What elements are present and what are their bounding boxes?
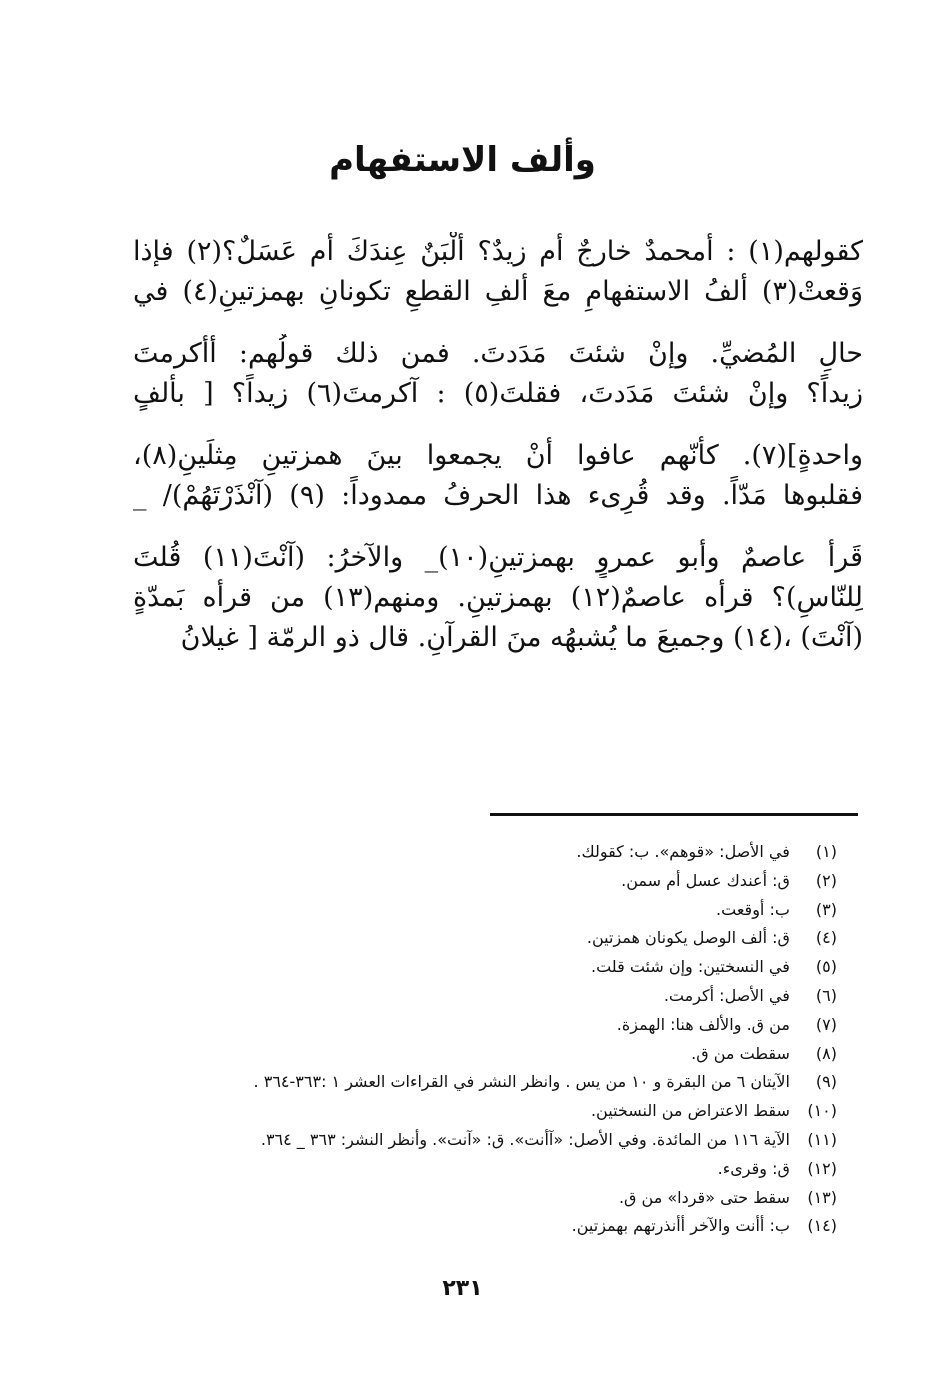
- footnote-item: [77, 982, 837, 1011]
- footnote-text: الآيتان ٦ من البقرة و ١٠ من يس . وانظر النشر في القراءات العشر ١ :٣٦٣-٣٦٤ .: [253, 1072, 790, 1092]
- footnote-number: (١٣): [807, 1187, 837, 1207]
- footnote-text: من ق. والألف هنا: الهمزة.: [616, 1014, 790, 1034]
- footnote-text: ق: وقرىء.: [717, 1158, 790, 1178]
- footnote-item: [77, 953, 837, 982]
- page-number: ٢٣١: [442, 1276, 483, 1301]
- footnote-item: [77, 924, 837, 953]
- footnote-item: [77, 1040, 837, 1069]
- footnote-text: سقطت من ق.: [691, 1043, 790, 1063]
- footnote-number: (٧): [815, 1014, 837, 1034]
- footnote-item: [77, 1097, 837, 1126]
- footnote-text: ب: أأنت والآخر أأنذرتهم بهمزتين.: [571, 1216, 790, 1236]
- footnote-number: (١٠): [807, 1101, 837, 1121]
- footnote-text: ب: أوقعت.: [716, 899, 790, 919]
- footnote-number: (٤): [815, 928, 837, 948]
- text-line: زيداً؟ وإنْ شئتَ مَدَدتَ، فقلتَ(٥) : آكرمتَ(٦) زيداً؟ [ بألفٍ: [133, 378, 863, 409]
- main-text: [133, 232, 863, 658]
- footnote-text: في الأصل: «قوهم». ب: كقولك.: [576, 842, 790, 861]
- section-title: وألف الاستفهام: [329, 140, 596, 180]
- text-line: كقولهم(١) : أمحمدٌ خارجٌ أم زيدٌ؟ أَلْبَنٌ عِندَكَ أم عَسَلٌ؟(٢) فإذا: [133, 236, 863, 267]
- footnote-item: [77, 1155, 837, 1184]
- footnote-text: في الأصل: أكرمت.: [663, 985, 790, 1005]
- text-line: لِلنّاسِ)؟ قرأه عاصمٌ(١٢) بهمزتينِ. ومنهم(١٣) من قرأه بَمدّةٍ: [133, 582, 863, 613]
- text-line: وَقعتْ(٣) ألفُ الاستفهامِ معَ ألفِ القطعِ تكونانِ بهمزتينِ(٤) في: [133, 276, 863, 307]
- footnote-separator: [490, 813, 858, 816]
- footnote-number: (١١): [807, 1129, 837, 1149]
- footnote-item: [77, 1212, 837, 1241]
- footnote-text: ق: ألف الوصل يكونان همزتين.: [586, 928, 790, 948]
- text-line: فقلبوها مَدّاً. وقد قُرِىء هذا الحرفُ ممدوداً: (٩) (آنْذَرْتَهُمْ)/ _: [133, 480, 863, 511]
- footnote-item: [77, 1011, 837, 1040]
- footnotes: [77, 838, 837, 1241]
- footnote-item: [77, 1068, 837, 1097]
- footnote-item: [77, 1126, 837, 1155]
- footnote-item: [77, 1184, 837, 1213]
- footnote-number: (٣): [815, 899, 837, 919]
- footnote-item: [77, 896, 837, 925]
- text-line: قَرأ عاصمٌ وأبو عمروٍ بهمزتينِ(١٠)_ والآخرُ: (آنْتَ(١١) قُلتَ: [133, 542, 863, 573]
- footnote-text: سقط الاعتراض من النسختين.: [590, 1101, 790, 1121]
- footnote-number: (١٢): [807, 1158, 837, 1178]
- text-line: حالِ المُضيِّ. وإنْ شئتَ مَدَدتَ. فمن ذلك قولُهم: أأكرمتَ: [133, 338, 863, 369]
- footnote-text: ق: أعندك عسل أم سمن.: [621, 870, 790, 890]
- footnote-number: (٨): [815, 1043, 837, 1063]
- footnote-number: (١): [815, 842, 837, 861]
- text-line: (آنْتَ) ،(١٤) وجميعَ ما يُشبهُه منَ القرآنِ. قال ذو الرمّة [ غيلانُ: [180, 622, 863, 653]
- footnote-text: في النسختين: وإن شئت قلت.: [590, 957, 790, 977]
- footnote-number: (٦): [815, 985, 837, 1005]
- footnote-item: [77, 867, 837, 896]
- footnote-number: (١٤): [807, 1216, 837, 1236]
- footnote-text: الآية ١١٦ من المائدة. وفي الأصل: «آأنت». ق: «آنت». وأنظر النشر: ٣٦٣ _ ٣٦٤.: [260, 1129, 790, 1149]
- footnote-number: (٢): [815, 870, 837, 890]
- text-line: واحدةٍ](٧). كأنّهم عافوا أنْ يجمعوا بينَ همزتينِ مِثلَينِ(٨)،: [133, 440, 863, 471]
- footnote-text: سقط حتى «قردا» من ق.: [618, 1187, 790, 1207]
- footnote-number: (٥): [815, 957, 837, 977]
- footnote-number: (٩): [815, 1072, 837, 1092]
- footnote-item: [77, 838, 837, 867]
